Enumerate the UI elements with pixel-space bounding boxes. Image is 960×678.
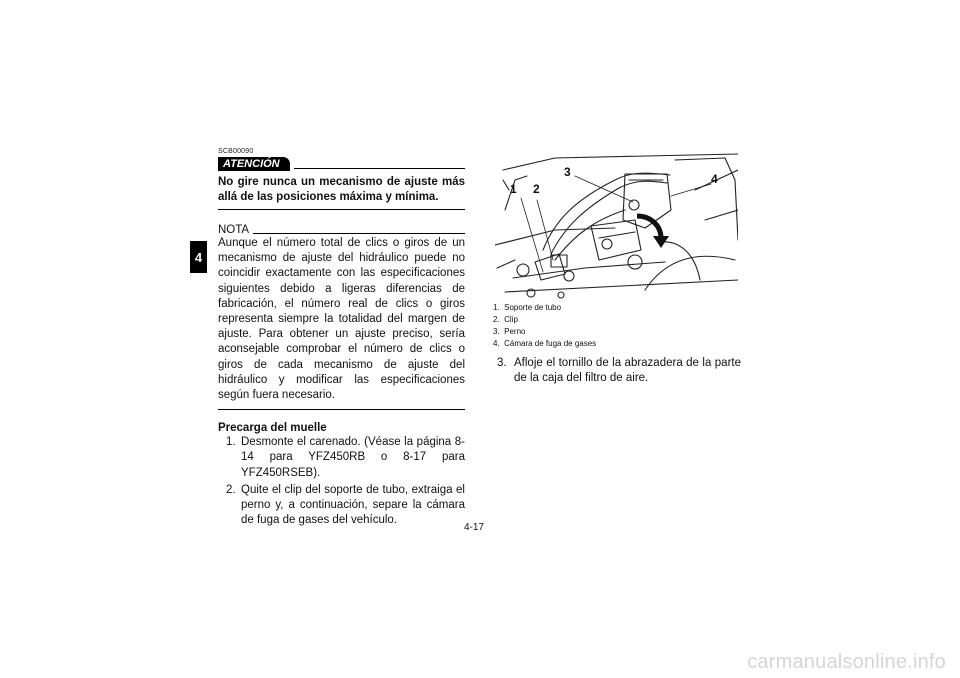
caption-number: 3.	[493, 327, 500, 336]
callout-2: 2	[533, 182, 540, 196]
step-number: 2.	[226, 483, 236, 496]
caption-item	[493, 314, 596, 326]
steps-list	[218, 435, 465, 528]
caution-text: No gire nunca un mecanismo de ajuste más allá de las posiciones máxima y mínima.	[218, 175, 465, 210]
step-number: 1.	[226, 436, 236, 449]
section-title: Precarga del muelle	[218, 422, 327, 435]
caption-text: Soporte de tubo	[504, 303, 562, 312]
step-item	[218, 483, 465, 529]
page-number: 4-17	[464, 522, 485, 533]
callout-4: 4	[711, 172, 718, 186]
note-rule	[253, 233, 465, 234]
caption-item	[493, 326, 596, 338]
caption-number: 1.	[493, 303, 500, 312]
callout-3: 3	[564, 165, 571, 179]
step-number: 3.	[497, 357, 507, 369]
caution-code: SCB00090	[218, 148, 254, 155]
caption-text: Perno	[504, 327, 526, 336]
left-column	[218, 148, 465, 530]
step-3	[497, 356, 741, 386]
caution-header	[218, 157, 465, 171]
step-text: Quite el clip del soporte de tubo, extraiga el perno y, a continuación, separe la cámara de fuga de gases del vehículo.	[241, 483, 465, 527]
caption-number: 2.	[493, 315, 500, 324]
caption-number: 4.	[493, 339, 500, 348]
caution-label: ATENCIÓN	[218, 157, 290, 171]
figure-captions	[493, 302, 596, 350]
caution-rule	[294, 168, 465, 169]
step-item	[218, 435, 465, 481]
caption-item	[493, 302, 596, 314]
caption-text: Clip	[504, 315, 518, 324]
step-text: Afloje el tornillo de la abrazadera de la parte de la caja del filtro de aire.	[514, 357, 741, 385]
note-header	[218, 224, 465, 236]
engine-illustration	[495, 150, 738, 300]
watermark: carmanualsonline.info	[747, 651, 946, 673]
chapter-tab: 4	[190, 241, 207, 273]
note-label: NOTA	[218, 224, 250, 236]
callout-1: 1	[510, 182, 517, 196]
step-text: Desmonte el carenado. (Véase la página 8-14 para YFZ450RB o 8-17 para YFZ450RSEB).	[241, 436, 465, 479]
caption-item	[493, 338, 596, 350]
caption-text: Cámara de fuga de gases	[504, 339, 597, 348]
note-text: Aunque el número total de clics o giros de un mecanismo de ajuste del hidráulico puede no coincidir exactamente con las especificaciones siguientes debido a ligeras diferencias de fabricación, el número real de clics o giros representa siempre la totalidad del margen de ajuste. Para obtener un ajuste preciso, sería aconsejable comprobar el número de clics o giros de cada mecanismo de ajuste del hidráulico y modificar las especificaciones según fuera necesario.	[218, 236, 465, 410]
